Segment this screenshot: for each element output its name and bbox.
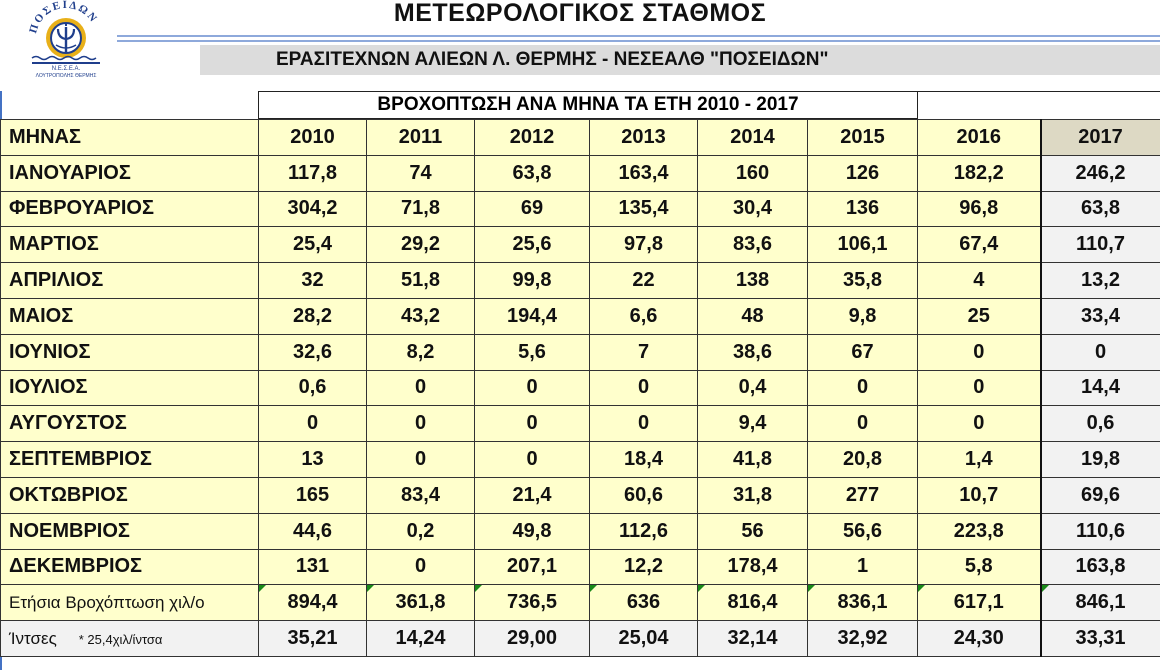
annual-label[interactable]: Ετήσια Βροχόπτωση χιλ/ο [1, 585, 259, 621]
inches-value-2011[interactable]: 14,24 [367, 621, 475, 657]
header-year-2011[interactable]: 2011 [367, 120, 475, 156]
value-cell-2010[interactable]: 0,6 [259, 370, 367, 406]
value-cell-2011[interactable]: 29,2 [367, 227, 475, 263]
value-cell-2017[interactable]: 110,6 [1041, 513, 1160, 549]
value-cell-2013[interactable]: 6,6 [590, 298, 698, 334]
value-cell-2013[interactable]: 163,4 [590, 155, 698, 191]
value-cell-2017[interactable]: 0,6 [1041, 406, 1160, 442]
value-cell-2014[interactable]: 56 [698, 513, 808, 549]
value-cell-2017[interactable]: 63,8 [1041, 191, 1160, 227]
value-cell-2010[interactable]: 32 [259, 263, 367, 299]
value-cell-2017[interactable]: 19,8 [1041, 442, 1160, 478]
rainfall-table [0, 119, 1160, 657]
header-year-2012[interactable]: 2012 [475, 120, 590, 156]
header-month[interactable]: ΜΗΝΑΣ [1, 120, 259, 156]
inches-value-2016[interactable]: 24,30 [918, 621, 1041, 657]
value-cell-2013[interactable]: 22 [590, 263, 698, 299]
page-subtitle: ΕΡΑΣΙΤΕΧΝΩΝ ΑΛΙΕΩΝ Λ. ΘΕΡΜΗΣ - ΝΕΣΕΑΛΘ "ΠΟΣΕΙΔΩΝ" [200, 45, 1160, 75]
value-cell-2012[interactable]: 0 [475, 442, 590, 478]
title-underline-2 [117, 40, 1160, 42]
month-cell[interactable]: ΝΟΕΜΒΡΙΟΣ [1, 513, 259, 549]
logo-top-text: ΠΟΣΕΙΔΩΝ [27, 0, 101, 35]
value-cell-2017[interactable]: 14,4 [1041, 370, 1160, 406]
annual-value-2016[interactable]: 617,1 [918, 585, 1041, 621]
value-cell-2013[interactable]: 0 [590, 370, 698, 406]
value-cell-2014[interactable]: 31,8 [698, 477, 808, 513]
value-cell-2016[interactable]: 4 [918, 263, 1041, 299]
inches-value-2013[interactable]: 25,04 [590, 621, 698, 657]
month-cell[interactable]: ΑΥΓΟΥΣΤΟΣ [1, 406, 259, 442]
header-year-2010[interactable]: 2010 [259, 120, 367, 156]
value-cell-2015[interactable]: 1 [808, 549, 918, 585]
value-cell-2016[interactable]: 67,4 [918, 227, 1041, 263]
value-cell-2016[interactable]: 0 [918, 370, 1041, 406]
value-cell-2013[interactable]: 12,2 [590, 549, 698, 585]
table-row [1, 442, 1160, 478]
value-cell-2015[interactable]: 106,1 [808, 227, 918, 263]
value-cell-2012[interactable]: 49,8 [475, 513, 590, 549]
value-cell-2012[interactable]: 0 [475, 370, 590, 406]
value-cell-2014[interactable]: 30,4 [698, 191, 808, 227]
value-cell-2013[interactable]: 18,4 [590, 442, 698, 478]
value-cell-2017[interactable]: 163,8 [1041, 549, 1160, 585]
value-cell-2012[interactable]: 0 [475, 406, 590, 442]
table-title-row [0, 91, 1160, 119]
table-row [1, 334, 1160, 370]
value-cell-2011[interactable]: 71,8 [367, 191, 475, 227]
value-cell-2010[interactable]: 165 [259, 477, 367, 513]
value-cell-2013[interactable]: 0 [590, 406, 698, 442]
month-cell[interactable]: ΟΚΤΩΒΡΙΟΣ [1, 477, 259, 513]
value-cell-2011[interactable]: 0 [367, 549, 475, 585]
value-cell-2015[interactable]: 56,6 [808, 513, 918, 549]
value-cell-2010[interactable]: 32,6 [259, 334, 367, 370]
value-cell-2014[interactable]: 48 [698, 298, 808, 334]
value-cell-2016[interactable]: 25 [918, 298, 1041, 334]
header-year-2016[interactable]: 2016 [918, 120, 1041, 156]
annual-value-2017[interactable]: 846,1 [1041, 585, 1160, 621]
value-cell-2011[interactable]: 0 [367, 442, 475, 478]
value-cell-2017[interactable]: 110,7 [1041, 227, 1160, 263]
value-cell-2012[interactable]: 21,4 [475, 477, 590, 513]
value-cell-2011[interactable]: 0,2 [367, 513, 475, 549]
table-row [1, 298, 1160, 334]
value-cell-2015[interactable]: 35,8 [808, 263, 918, 299]
inches-value-2010[interactable]: 35,21 [259, 621, 367, 657]
month-cell[interactable]: ΜΑΙΟΣ [1, 298, 259, 334]
header-year-2017[interactable]: 2017 [1041, 120, 1160, 156]
value-cell-2011[interactable]: 74 [367, 155, 475, 191]
value-cell-2014[interactable]: 0,4 [698, 370, 808, 406]
value-cell-2013[interactable]: 60,6 [590, 477, 698, 513]
table-header-row [1, 120, 1160, 156]
value-cell-2015[interactable]: 126 [808, 155, 918, 191]
value-cell-2013[interactable]: 7 [590, 334, 698, 370]
table-row [1, 227, 1160, 263]
value-cell-2016[interactable]: 0 [918, 406, 1041, 442]
value-cell-2012[interactable]: 25,6 [475, 227, 590, 263]
value-cell-2015[interactable]: 136 [808, 191, 918, 227]
empty-cell[interactable] [918, 91, 1160, 119]
value-cell-2016[interactable]: 182,2 [918, 155, 1041, 191]
value-cell-2015[interactable]: 67 [808, 334, 918, 370]
value-cell-2017[interactable]: 246,2 [1041, 155, 1160, 191]
inches-value-2012[interactable]: 29,00 [475, 621, 590, 657]
value-cell-2012[interactable]: 99,8 [475, 263, 590, 299]
month-cell[interactable]: ΙΟΥΛΙΟΣ [1, 370, 259, 406]
value-cell-2014[interactable]: 38,6 [698, 334, 808, 370]
value-cell-2010[interactable]: 44,6 [259, 513, 367, 549]
annual-value-2014[interactable]: 816,4 [698, 585, 808, 621]
table-row [1, 406, 1160, 442]
inches-value-2014[interactable]: 32,14 [698, 621, 808, 657]
value-cell-2015[interactable]: 0 [808, 370, 918, 406]
month-cell[interactable]: ΣΕΠΤΕΜΒΡΙΟΣ [1, 442, 259, 478]
value-cell-2015[interactable]: 277 [808, 477, 918, 513]
value-cell-2010[interactable]: 131 [259, 549, 367, 585]
inches-value-2015[interactable]: 32,92 [808, 621, 918, 657]
value-cell-2012[interactable]: 63,8 [475, 155, 590, 191]
poseidon-logo [14, 0, 118, 80]
value-cell-2010[interactable]: 13 [259, 442, 367, 478]
trident-emblem-icon [14, 0, 118, 80]
logo-bottom-text-2: ΛΟΥΤΡΟΠΟΛΗΣ ΘΕΡΜΗΣ [35, 73, 97, 79]
table-row [1, 370, 1160, 406]
annual-value-2012[interactable]: 736,5 [475, 585, 590, 621]
value-cell-2017[interactable]: 13,2 [1041, 263, 1160, 299]
table-row [1, 549, 1160, 585]
annual-value-2015[interactable]: 836,1 [808, 585, 918, 621]
value-cell-2017[interactable]: 33,4 [1041, 298, 1160, 334]
value-cell-2011[interactable]: 8,2 [367, 334, 475, 370]
value-cell-2017[interactable]: 69,6 [1041, 477, 1160, 513]
value-cell-2012[interactable]: 69 [475, 191, 590, 227]
value-cell-2012[interactable]: 194,4 [475, 298, 590, 334]
value-cell-2016[interactable]: 223,8 [918, 513, 1041, 549]
value-cell-2011[interactable]: 43,2 [367, 298, 475, 334]
month-cell[interactable]: ΦΕΒΡΟΥΑΡΙΟΣ [1, 191, 259, 227]
value-cell-2011[interactable]: 51,8 [367, 263, 475, 299]
page-title: ΜΕΤΕΩΡΟΛΟΓΙΚΟΣ ΣΤΑΘΜΟΣ [393, 0, 767, 27]
value-cell-2015[interactable]: 9,8 [808, 298, 918, 334]
value-cell-2017[interactable]: 0 [1041, 334, 1160, 370]
header-year-2014[interactable]: 2014 [698, 120, 808, 156]
value-cell-2014[interactable]: 9,4 [698, 406, 808, 442]
inches-label[interactable] [1, 621, 259, 657]
value-cell-2010[interactable]: 304,2 [259, 191, 367, 227]
month-cell[interactable]: ΔΕΚΕΜΒΡΙΟΣ [1, 549, 259, 585]
value-cell-2010[interactable]: 28,2 [259, 298, 367, 334]
sheet-header [0, 0, 1160, 91]
table-row [1, 477, 1160, 513]
value-cell-2016[interactable]: 10,7 [918, 477, 1041, 513]
value-cell-2014[interactable]: 160 [698, 155, 808, 191]
table-row [1, 191, 1160, 227]
value-cell-2011[interactable]: 0 [367, 370, 475, 406]
title-underline [117, 35, 1160, 37]
month-cell[interactable]: ΙΑΝΟΥΑΡΙΟΣ [1, 155, 259, 191]
value-cell-2012[interactable]: 207,1 [475, 549, 590, 585]
month-cell[interactable]: ΙΟΥΝΙΟΣ [1, 334, 259, 370]
annual-value-2013[interactable]: 636 [590, 585, 698, 621]
value-cell-2010[interactable]: 0 [259, 406, 367, 442]
value-cell-2016[interactable]: 5,8 [918, 549, 1041, 585]
value-cell-2010[interactable]: 25,4 [259, 227, 367, 263]
annual-value-2011[interactable]: 361,8 [367, 585, 475, 621]
inches-value-2017[interactable]: 33,31 [1041, 621, 1160, 657]
value-cell-2014[interactable]: 178,4 [698, 549, 808, 585]
month-cell[interactable]: ΑΠΡΙΛΙΟΣ [1, 263, 259, 299]
value-cell-2013[interactable]: 135,4 [590, 191, 698, 227]
value-cell-2014[interactable]: 41,8 [698, 442, 808, 478]
value-cell-2014[interactable]: 83,6 [698, 227, 808, 263]
value-cell-2011[interactable]: 0 [367, 406, 475, 442]
month-cell[interactable]: ΜΑΡΤΙΟΣ [1, 227, 259, 263]
value-cell-2012[interactable]: 5,6 [475, 334, 590, 370]
inches-row [1, 621, 1160, 657]
value-cell-2013[interactable]: 112,6 [590, 513, 698, 549]
table-title[interactable]: ΒΡΟΧΟΠΤΩΣΗ ΑΝΑ ΜΗΝΑ ΤΑ ΕΤΗ 2010 - 2017 [258, 91, 918, 119]
value-cell-2011[interactable]: 83,4 [367, 477, 475, 513]
logo-bottom-text-1: Ν.Ε.Σ.Ε.Α. [51, 66, 81, 72]
inches-note: * 25,4χιλ/ίντσα [78, 631, 163, 647]
value-cell-2016[interactable]: 1,4 [918, 442, 1041, 478]
annual-value-2010[interactable]: 894,4 [259, 585, 367, 621]
annual-total-row [1, 585, 1160, 621]
value-cell-2010[interactable]: 117,8 [259, 155, 367, 191]
table-row [1, 263, 1160, 299]
value-cell-2016[interactable]: 96,8 [918, 191, 1041, 227]
table-row [1, 513, 1160, 549]
header-year-2015[interactable]: 2015 [808, 120, 918, 156]
value-cell-2015[interactable]: 0 [808, 406, 918, 442]
value-cell-2016[interactable]: 0 [918, 334, 1041, 370]
header-year-2013[interactable]: 2013 [590, 120, 698, 156]
value-cell-2015[interactable]: 20,8 [808, 442, 918, 478]
value-cell-2013[interactable]: 97,8 [590, 227, 698, 263]
value-cell-2014[interactable]: 138 [698, 263, 808, 299]
inches-label-text: Ίντσες [9, 628, 57, 648]
table-row [1, 155, 1160, 191]
